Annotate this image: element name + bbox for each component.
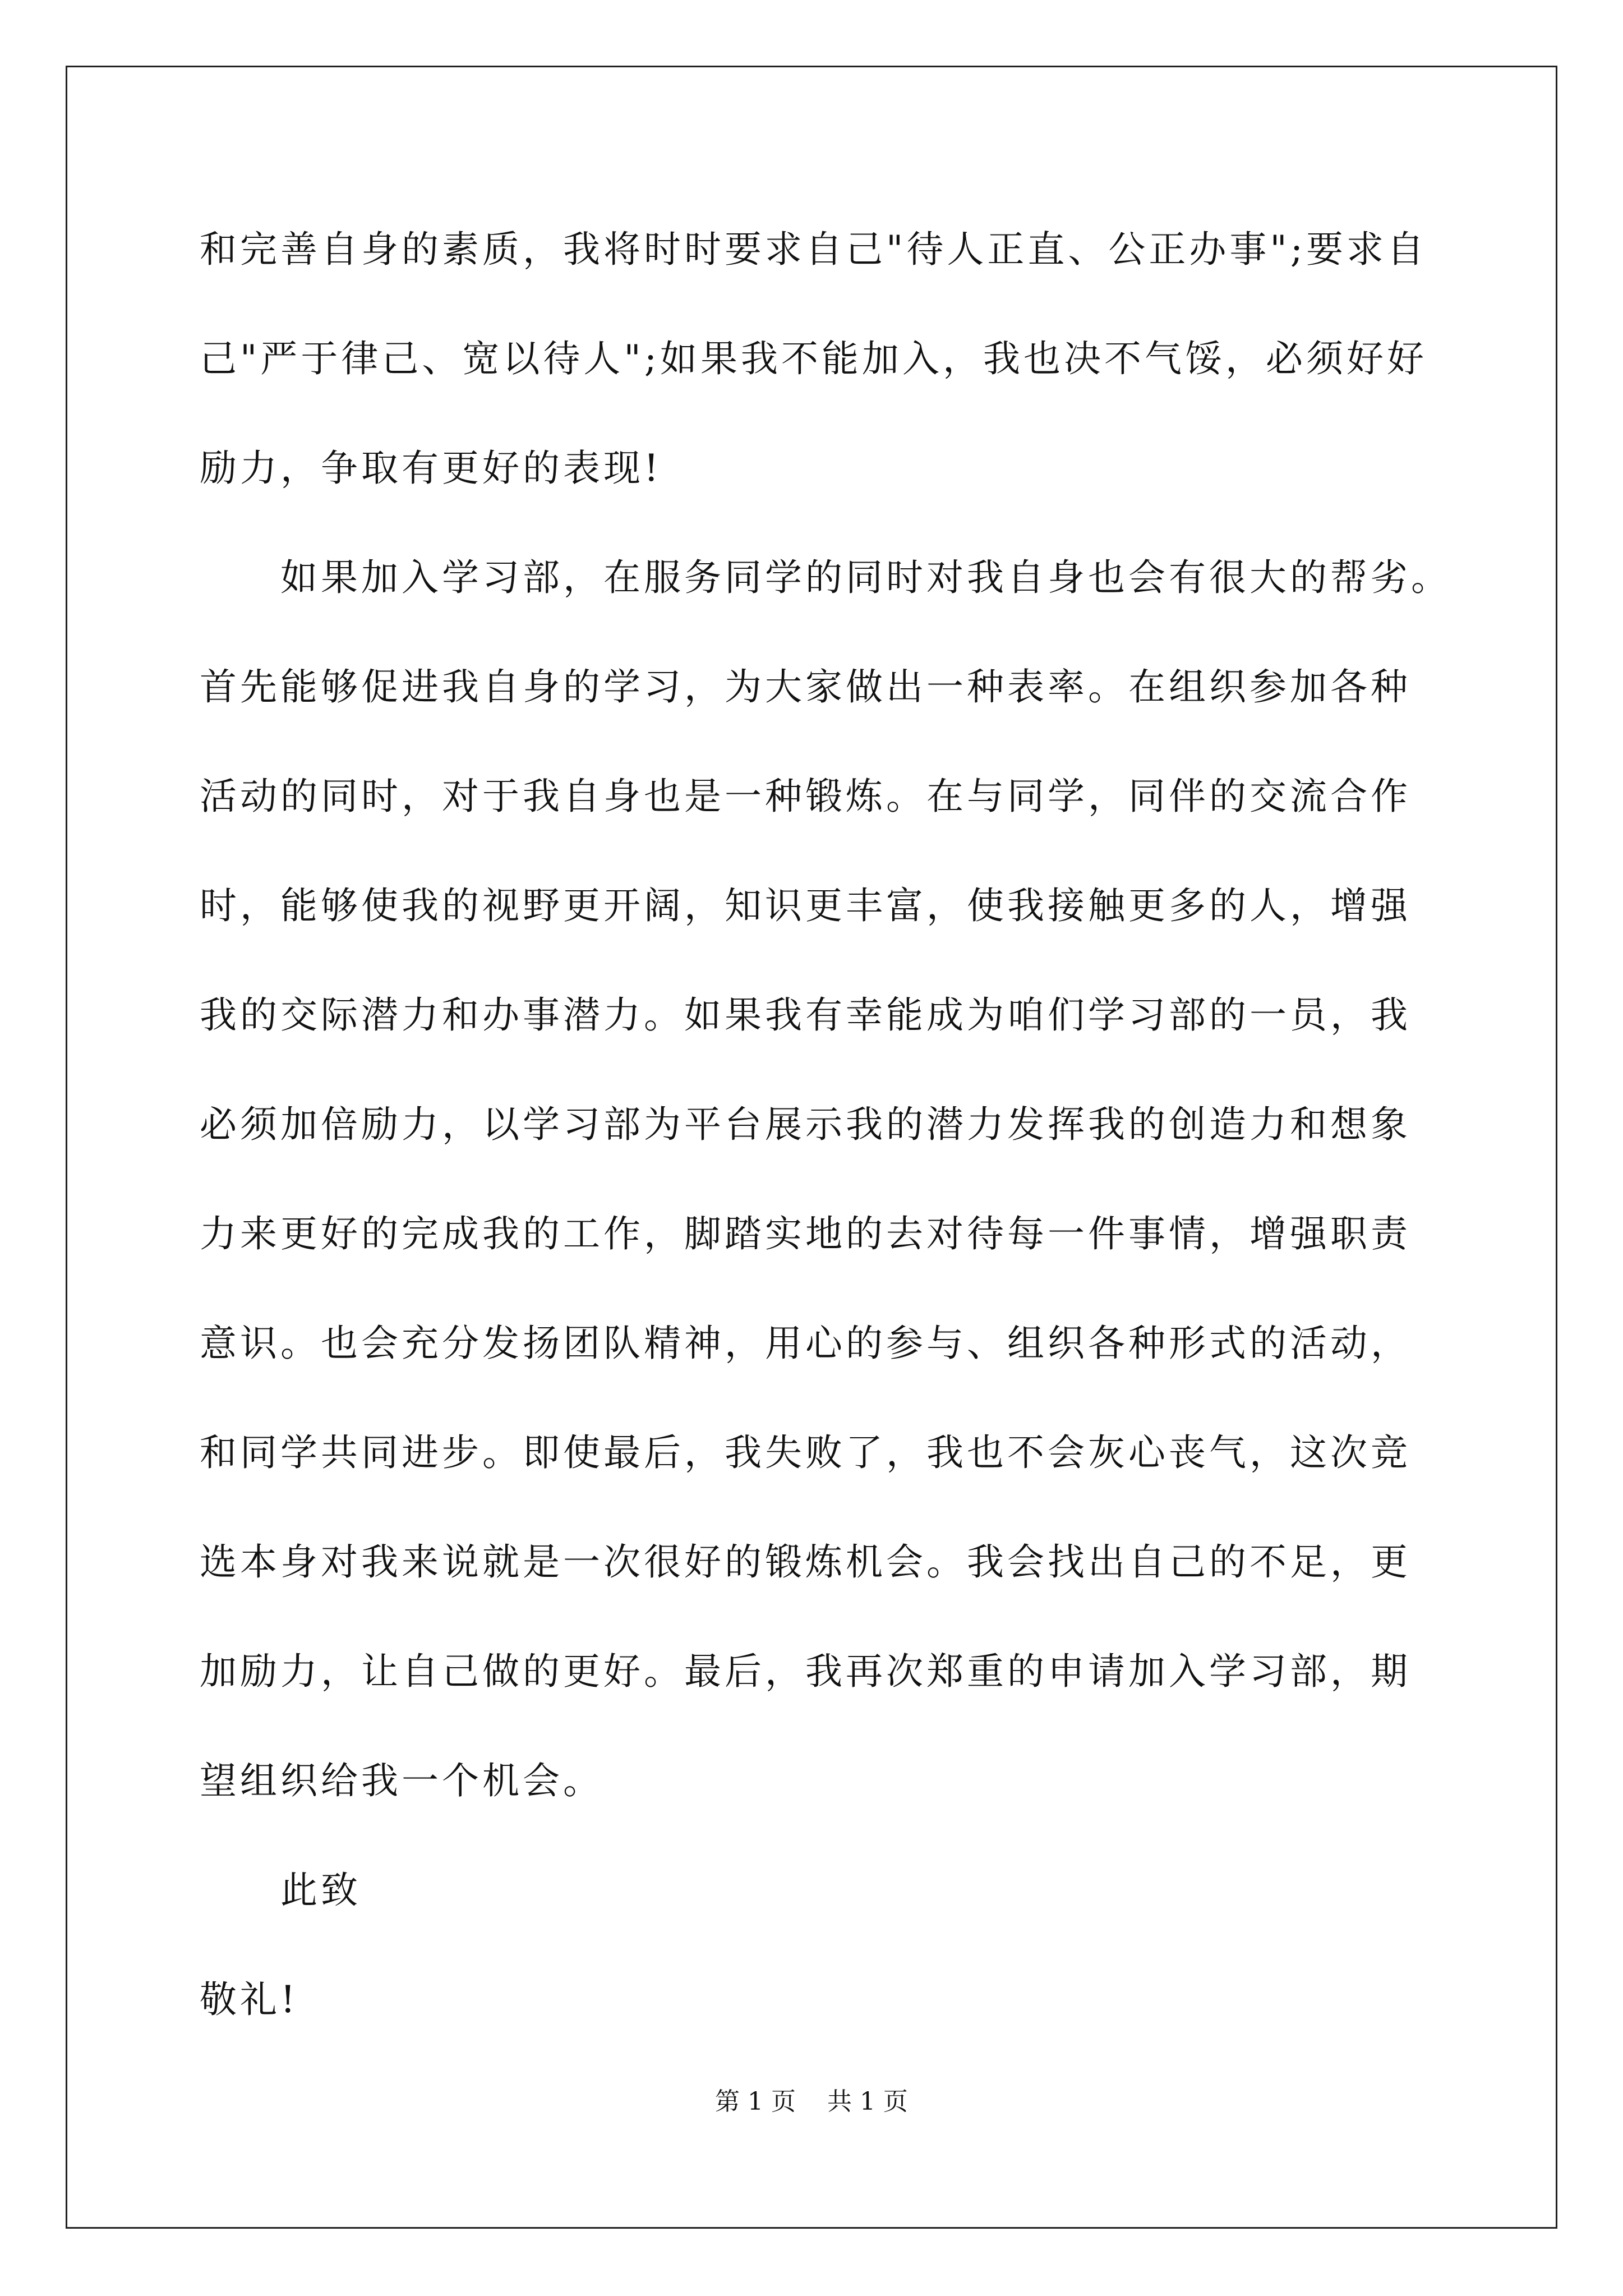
text-line: 和完善自身的素质，我将时时要求自己"待人正直、公正办事";要求自 xyxy=(200,228,1427,271)
text-line: 我的交际潜力和办事潜力。如果我有幸能成为咱们学习部的一员，我 xyxy=(200,993,1411,1037)
text-line: 力来更好的完成我的工作，脚踏实地的去对待每一件事情，增强职责 xyxy=(200,1212,1411,1255)
text-line: 励力，争取有更好的表现! xyxy=(200,447,662,490)
page-footer: 第 1 页 共 1 页 xyxy=(715,2087,908,2116)
text-line: 望组织给我一个机会。 xyxy=(200,1759,603,1802)
text-line: 和同学共同进步。即使最后，我失败了，我也不会灰心丧气，这次竞 xyxy=(200,1431,1411,1474)
text-line: 如果加入学习部，在服务同学的同时对我自身也会有很大的帮劣。 xyxy=(280,556,1451,599)
text-line: 活动的同时，对于我自身也是一种锻炼。在与同学，同伴的交流合作 xyxy=(200,775,1411,818)
text-line: 己"严于律己、宽以待人";如果我不能加入，我也决不气馁，必须好好 xyxy=(200,337,1427,380)
closing-line: 敬礼! xyxy=(200,1978,299,2021)
text-line: 首先能够促进我自身的学习，为大家做出一种表率。在组织参加各种 xyxy=(200,665,1411,708)
salutation-line: 此致 xyxy=(280,1869,361,1912)
text-line: 选本身对我来说就是一次很好的锻炼机会。我会找出自己的不足，更 xyxy=(200,1540,1411,1584)
text-line: 意识。也会充分发扬团队精神，用心的参与、组织各种形式的活动， xyxy=(200,1322,1411,1365)
text-line: 必须加倍励力，以学习部为平台展示我的潜力发挥我的创造力和想象 xyxy=(200,1103,1411,1146)
text-line: 时，能够使我的视野更开阔，知识更丰富，使我接触更多的人，增强 xyxy=(200,884,1411,927)
text-line: 加励力，让自己做的更好。最后，我再次郑重的申请加入学习部，期 xyxy=(200,1650,1411,1693)
